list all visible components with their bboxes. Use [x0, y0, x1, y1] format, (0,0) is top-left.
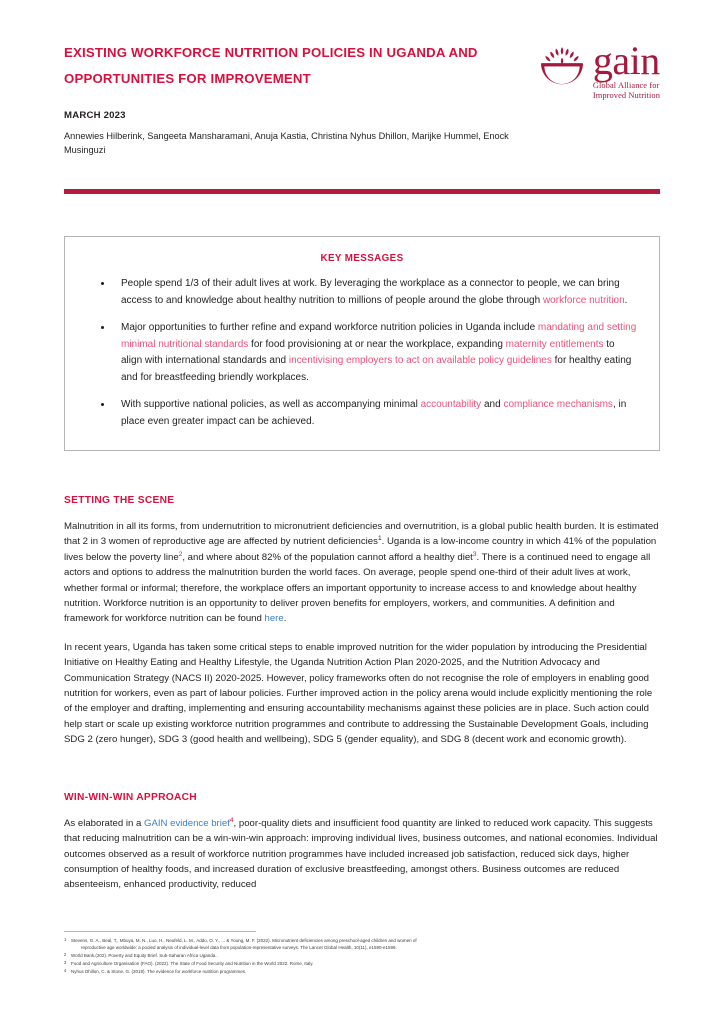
footnote-entry	[64, 960, 660, 967]
highlighted-phrase: mandating and setting minimal nutritional standards	[121, 322, 637, 350]
footnote-reference[interactable]: 1	[377, 535, 382, 543]
gain-logo	[539, 40, 660, 101]
footnote-reference[interactable]: 4	[229, 816, 234, 824]
section-heading: SETTING THE SCENE	[64, 495, 175, 506]
key-messages-list	[87, 276, 637, 430]
key-message-item	[87, 320, 637, 386]
footnote-text: Stevens, G. A., Beal, T., Mbuya, M. N., Luo, H., Neufeld, L. M., Addo, O. Y., ... & Young, M. F. (2022). Micronutrient deficiencies among preschool-aged children and women of	[71, 938, 417, 943]
key-messages-box	[64, 236, 660, 451]
text-run: , and where about 82% of the population cannot afford a healthy diet	[182, 551, 473, 563]
footnotes-block	[64, 931, 660, 976]
text-run: for food provisioning at or near the workplace, expanding	[248, 338, 506, 350]
text-run: , poor-quality diets and insufficient food quantity are linked to reduced work capacity. This suggests that reducing malnutrition can be a win-win-win approach: improving individual lives, business outcomes, and national economies. Individual outcomes observed as a result of workforce nutrition programmes have included increased job satisfaction, reduced sick days, higher consumption of healthy foods, and increased duration of exclusive breastfeeding, amongst others. Business outcomes are reduced absenteeism, enhanced productivity, reduced	[64, 817, 658, 891]
text-run: , in place even greater impact can be achieved.	[121, 399, 627, 427]
author-list: Annewies Hilberink, Sangeeta Mansharamani, Anuja Kastia, Christina Nyhus Dhillon, Marijke Hummel, Enock Musinguzi	[64, 131, 509, 155]
highlighted-phrase: incentivising employers to act on available policy guidelines	[288, 355, 552, 366]
document-header	[64, 0, 660, 157]
text-run: . There is a continued need to engage all actors and options to address the malnutrition burden the world faces. On average, people spend one-third of their adult lives at work, whether formal or informal; therefore, the workplace offers an important opportunity to increase access to and knowledge about healthy nutrition. Workforce nutrition is an opportunity to deliver proven benefits for employers, workers, and communities. A definition and framework for workforce nutrition can be found	[64, 551, 651, 625]
section-setting-the-scene	[64, 495, 660, 748]
text-run: and	[481, 399, 504, 410]
footnote-entry	[64, 952, 660, 959]
highlighted-phrase: accountability	[420, 399, 482, 410]
bullet-icon	[101, 282, 104, 285]
text-run: .	[624, 294, 628, 306]
text-run: People spend 1/3 of their adult lives at work. By leveraging the workplace as a connector to people, we can bring access to and knowledge about healthy nutrition to millions of people around the globe through	[121, 278, 620, 306]
footnote-text-continued: reproductive age worldwide: a pooled analysis of individual-level data from population-representative surveys. The Lancet Global Health, 10(11), e1590-e1599.	[81, 945, 397, 950]
footnote-number: 4	[64, 968, 67, 973]
key-messages-title: KEY MESSAGES	[320, 253, 404, 264]
footnote-reference[interactable]: 3	[472, 550, 477, 558]
section-heading: WIN-WIN-WIN APPROACH	[64, 791, 197, 803]
footnote-reference[interactable]: 2	[178, 550, 183, 558]
inline-link[interactable]: here	[264, 613, 284, 625]
page-title: EXISTING WORKFORCE NUTRITION POLICIES IN UGANDA AND OPPORTUNITIES FOR IMPROVEMENT	[64, 45, 478, 86]
highlighted-phrase: compliance mechanisms	[503, 399, 613, 410]
key-message-item	[87, 276, 637, 309]
footnote-text: Food and Agriculture Organisation (FAO). (2022). The State of Food Security and Nutrition in the World 2022. Rome, Italy.	[71, 961, 314, 966]
footnote-entry	[64, 968, 660, 975]
inline-link[interactable]: GAIN evidence brief	[144, 817, 230, 829]
text-run: . Uganda is a low-income country in which 41% of the population lives below the poverty line	[64, 536, 657, 563]
paragraph	[64, 519, 660, 627]
section-win-win-win-approach	[64, 792, 660, 893]
footnote-list	[64, 937, 660, 975]
text-run: With supportive national policies, as well as accompanying minimal	[121, 399, 421, 410]
footnote-text: Nyhus Dhillon, C. & Stone, G. (2019). The evidence for workforce nutrition programmes.	[71, 969, 247, 974]
footnote-entry	[64, 937, 660, 951]
footnote-separator	[64, 931, 256, 932]
publication-date: MARCH 2023	[64, 110, 126, 121]
text-run: for healthy eating and for breastfeeding briendly workplaces.	[121, 355, 632, 383]
bullet-icon	[101, 403, 104, 406]
paragraph	[64, 816, 660, 893]
paragraph	[64, 640, 660, 748]
document-body	[64, 495, 660, 893]
footnote-text: World Bank.(202). Poverty and Equity Brief. Sub-Saharan Africa Uganda..	[71, 953, 218, 958]
bullet-icon	[101, 326, 104, 329]
text-run: As elaborated in a	[64, 817, 145, 829]
text-run: Major opportunities to further refine and expand workforce nutrition policies in Uganda include	[121, 322, 538, 333]
logo-tagline-line-2: Improved Nutrition	[592, 91, 660, 100]
highlighted-phrase: workforce nutrition	[542, 294, 625, 306]
footnote-number: 2	[64, 952, 67, 957]
logo-tagline-line-1: Global Alliance for	[592, 81, 660, 90]
text-run: In recent years, Uganda has taken some critical steps to enable improved nutrition for the wider population by introducing the Presidential Initiative on Healthy Eating and Healthy Lifestyle, the Uganda Nutrition Action Plan 2020-2025, and the Nutrition Advocacy and Communication Strategy (NACS II) 2020-2025. However, policy frameworks often do not recognise the role of employers in enabling good nutrition for workers, even as part of labour policies. Further improved action in the policy arena would include explicitly mentioning the role of the employer and drafting, implementing and ensuring accountability mechanisms against these policies are in place. Such action could help start or scale up existing workforce nutrition programmes and contribute to addressing the Sustainable Development Goals, including SDG 2 (zero hunger), SDG 3 (good health and wellbeing), SDG 5 (gender equality), and SDG 8 (decent work and economic growth).	[64, 641, 653, 746]
header-text-block	[64, 40, 514, 157]
gain-bowl-leaves-icon	[539, 44, 585, 86]
logo-text-block	[592, 38, 660, 101]
header-divider-rule	[64, 189, 660, 194]
text-run: Malnutrition in all its forms, from undernutrition to micronutrient deficiencies and overnutrition, is a global public health burden. It is estimated that 2 in 3 women of reproductive age are affected by nutrient deficiencies	[64, 521, 659, 548]
text-run: .	[283, 613, 287, 625]
key-message-item	[87, 397, 637, 430]
highlighted-phrase: maternity entitlements	[505, 338, 604, 350]
footnote-number: 1	[64, 937, 67, 942]
logo-wordmark: gain	[592, 38, 660, 83]
text-run: to align with international standards and	[121, 338, 615, 366]
footnote-number: 3	[64, 960, 67, 965]
